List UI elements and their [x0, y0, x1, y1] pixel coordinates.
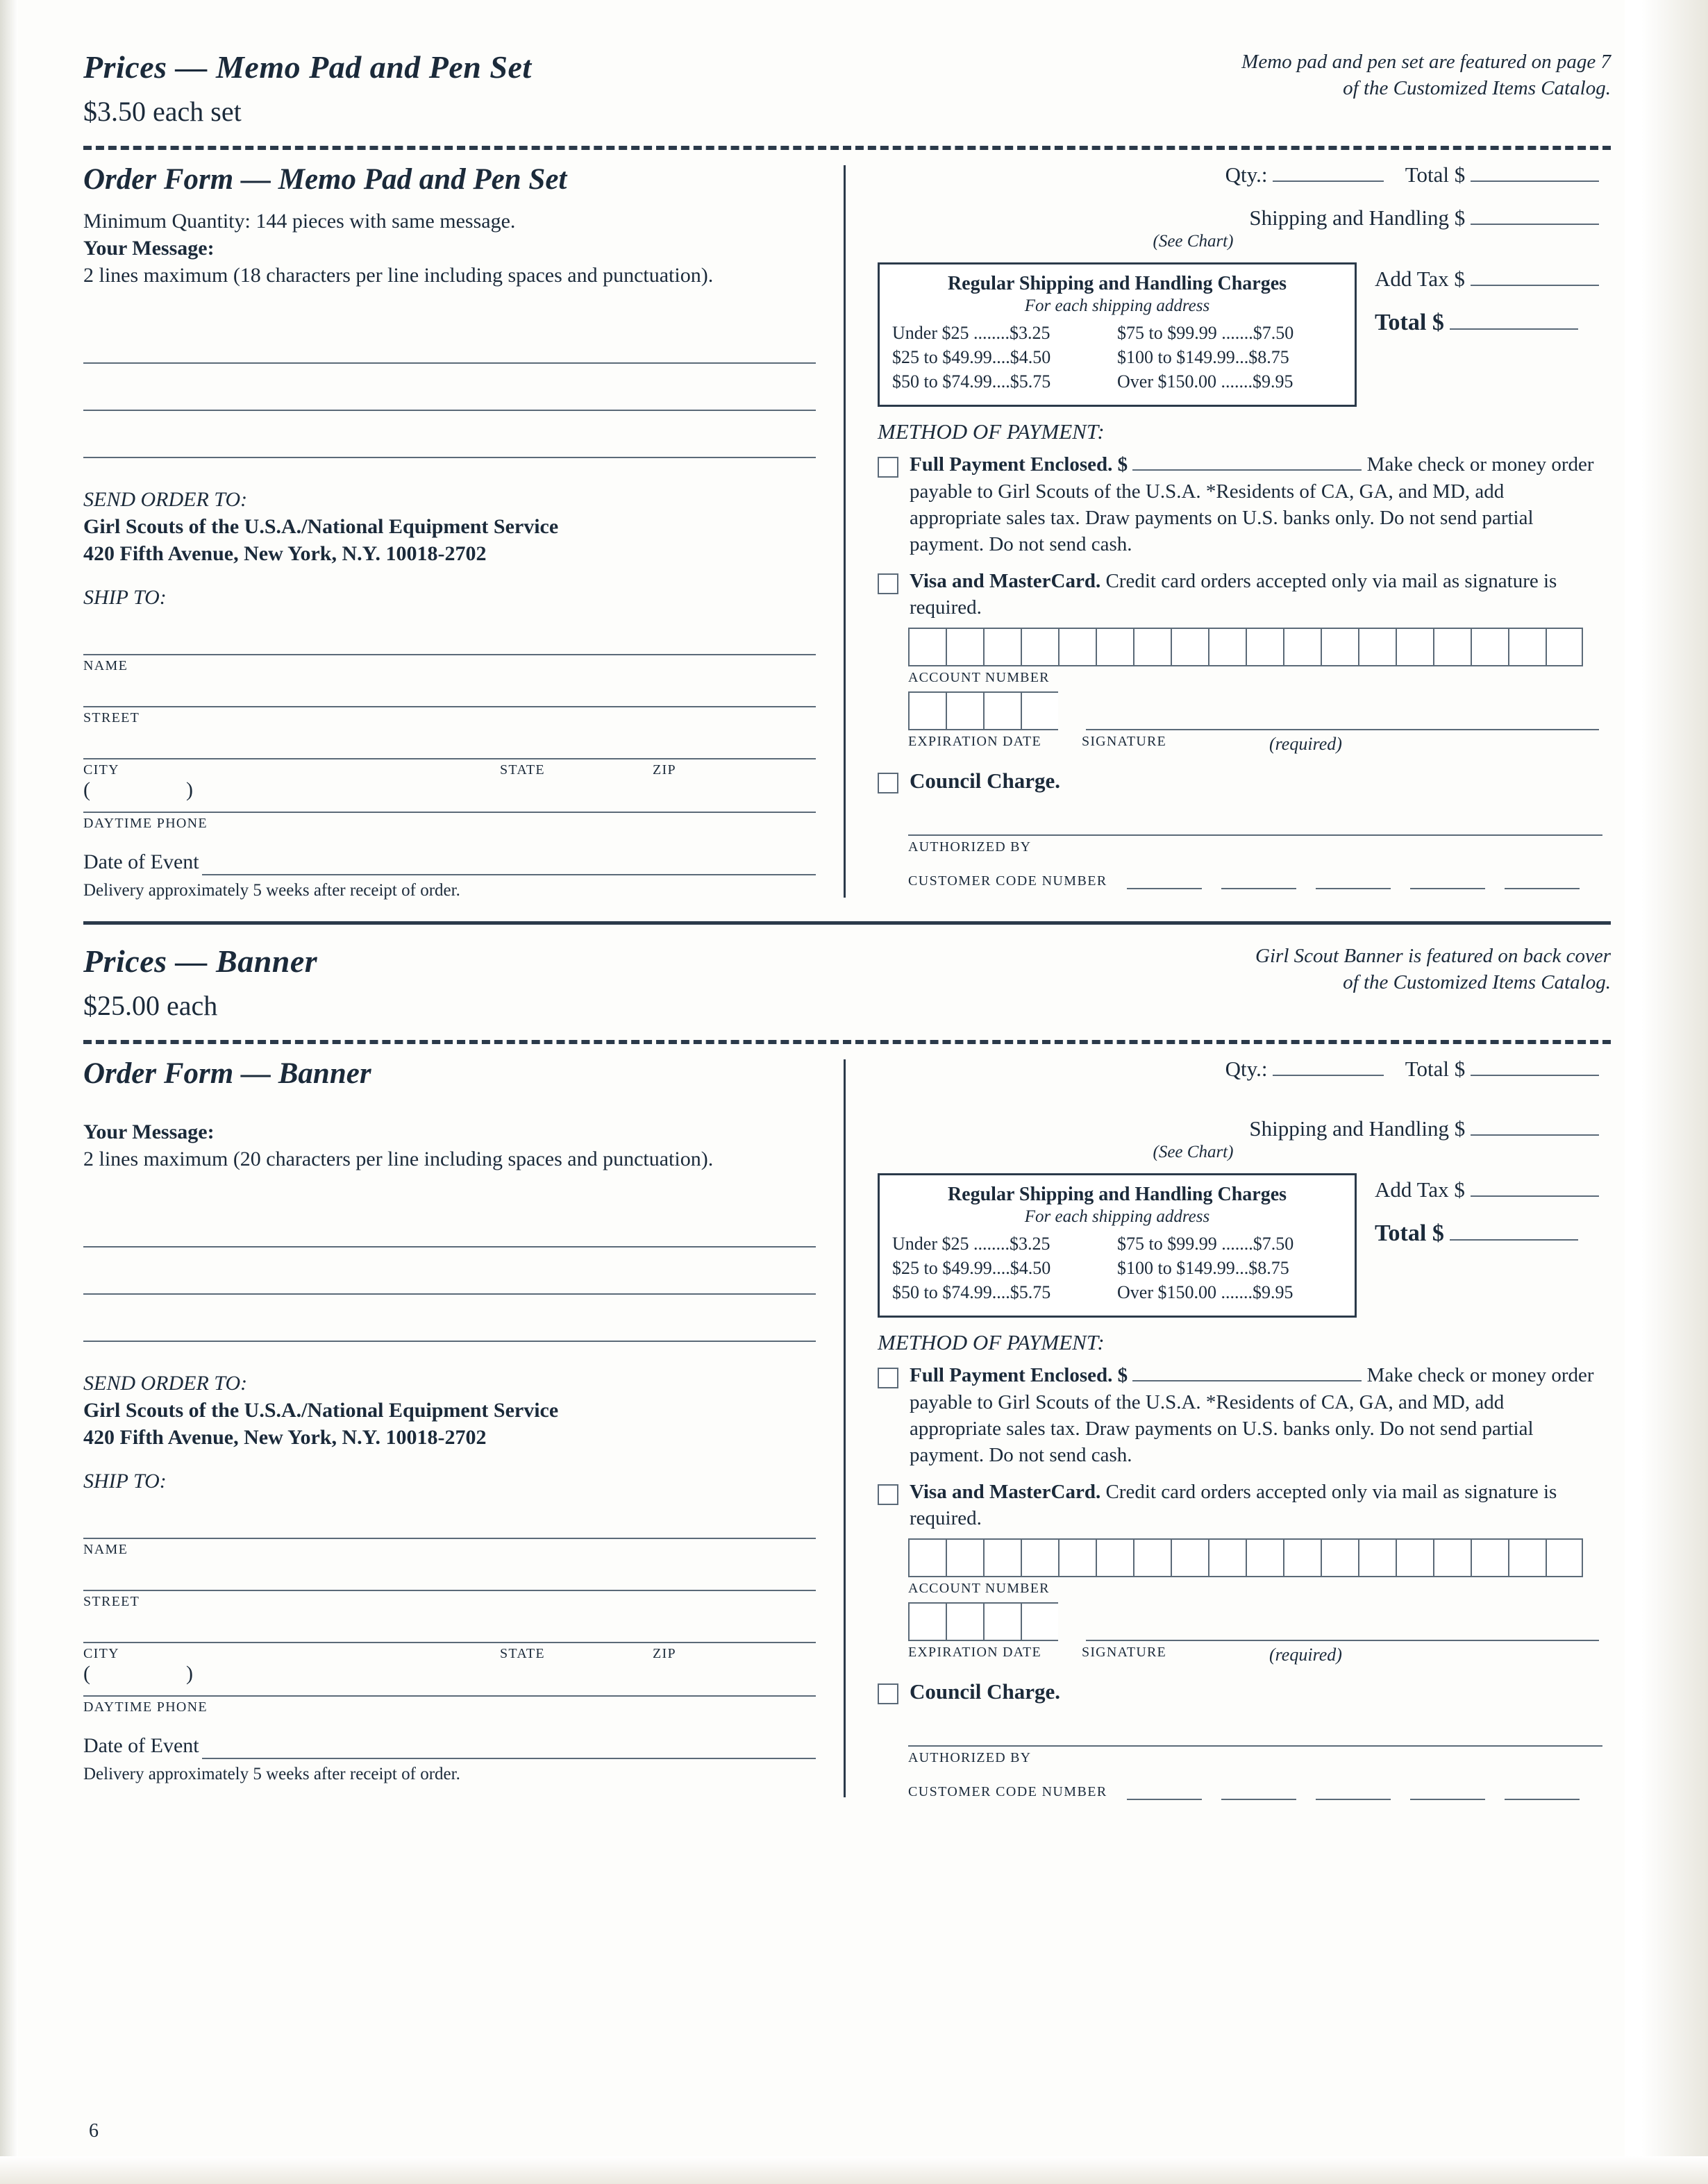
authorized-by-input[interactable]	[908, 1713, 1602, 1747]
chart-row: $25 to $49.99....$4.50	[892, 346, 1051, 367]
page-content	[83, 49, 1611, 1800]
your-message-label: Your Message:	[83, 237, 215, 260]
qty-input[interactable]	[1273, 1075, 1384, 1076]
chart-column-right	[1117, 321, 1342, 394]
city-label: CITY	[83, 1646, 119, 1661]
feature-note-line-1: Girl Scout Banner is featured on back cover	[1255, 945, 1611, 967]
account-number-box[interactable]	[908, 1538, 946, 1577]
order-form-title: Order Form — Memo Pad and Pen Set	[83, 163, 567, 196]
grand-total-row	[1375, 1220, 1599, 1247]
name-label: NAME	[83, 658, 128, 673]
message-line-2-input[interactable]	[83, 364, 816, 411]
account-number-box[interactable]	[983, 628, 1021, 666]
feature-note-line-2: of the Customized Items Catalog.	[1343, 971, 1611, 994]
expiration-box[interactable]	[983, 1602, 1021, 1641]
customer-code-number-row	[908, 873, 1599, 889]
chart-row: Over $150.00 .......$9.95	[1117, 371, 1293, 392]
customer-code-number-label: CUSTOMER CODE NUMBER	[908, 1783, 1107, 1799]
council-charge-label: Council Charge.	[910, 1679, 1060, 1704]
order-form-right-column	[846, 162, 1599, 900]
account-number-box[interactable]	[1471, 628, 1508, 666]
qty-total-row	[878, 1057, 1599, 1082]
full-payment-checkbox[interactable]	[878, 1368, 898, 1388]
customer-code-digit-input[interactable]	[1410, 1797, 1485, 1800]
daytime-phone-label: DAYTIME PHONE	[83, 1699, 208, 1715]
chart-title: Regular Shipping and Handling Charges	[947, 273, 1287, 294]
your-message-label: Your Message:	[83, 1120, 215, 1143]
chart-rows	[892, 1232, 1342, 1304]
chart-row: Under $25 ........$3.25	[892, 1234, 1050, 1254]
customer-code-digit-input[interactable]	[1316, 1797, 1391, 1800]
see-chart-note: (See Chart)	[1153, 232, 1234, 251]
account-number-label: ACCOUNT NUMBER	[908, 670, 1050, 686]
council-charge-label: Council Charge.	[910, 768, 1060, 793]
order-form	[83, 162, 1611, 900]
order-form-left-column	[83, 1057, 844, 1800]
order-form	[83, 1057, 1611, 1800]
visa-mastercard-checkbox[interactable]	[878, 573, 898, 594]
chart-column-left	[892, 1232, 1117, 1304]
council-charge-row	[878, 1678, 1599, 1706]
qty-label: Qty.:	[1225, 1057, 1268, 1081]
send-order-address-line-2: 420 Fifth Avenue, New York, N.Y. 10018-2702	[83, 1426, 487, 1449]
full-payment-instructions: Make check or money order payable to Girl Scouts of the U.S.A. *Residents of CA, GA, and MD, add appropriate sales tax. Draw payments on U.S. banks only. Do not send partial payment. Do not send cash.	[910, 1364, 1594, 1467]
account-number-box[interactable]	[1058, 1538, 1096, 1577]
authorized-by-label	[908, 836, 1599, 855]
send-order-address-line-1: Girl Scouts of the U.S.A./National Equipment Service	[83, 1399, 559, 1422]
expiration-date-label: EXPIRATION DATE	[908, 1645, 1041, 1661]
phone-paren-close: )	[186, 778, 193, 801]
visa-mastercard-text: Credit card orders accepted only via mail as signature is required.	[910, 569, 1557, 619]
account-number-box[interactable]	[1396, 628, 1433, 666]
feature-note	[1241, 49, 1611, 102]
signature-label: SIGNATURE	[1082, 734, 1166, 750]
name-label: NAME	[83, 1542, 128, 1557]
account-number-box[interactable]	[1508, 1538, 1546, 1577]
ship-to-phone-input[interactable]	[83, 778, 816, 813]
total-label-2: Total $	[1375, 310, 1444, 335]
expiration-date-label: EXPIRATION DATE	[908, 734, 1041, 750]
add-tax-input[interactable]	[1471, 1195, 1599, 1197]
order-form-title: Order Form — Banner	[83, 1057, 371, 1090]
account-number-box[interactable]	[1433, 1538, 1471, 1577]
ship-to-name-input[interactable]	[83, 1506, 816, 1539]
full-payment-row	[878, 1362, 1599, 1468]
phone-paren-open: (	[83, 1662, 90, 1685]
visa-mastercard-row	[878, 568, 1599, 621]
visa-mastercard-label: Visa and MasterCard.	[910, 1480, 1101, 1503]
order-form-left-column	[83, 162, 844, 900]
account-number-box[interactable]	[1021, 628, 1058, 666]
tax-total-block	[1357, 262, 1599, 354]
message-line-2-input[interactable]	[83, 1248, 816, 1295]
visa-mastercard-label: Visa and MasterCard.	[910, 569, 1101, 592]
add-tax-row	[1375, 267, 1599, 292]
full-payment-row	[878, 451, 1599, 557]
add-tax-label: Add Tax $	[1375, 1177, 1465, 1202]
totals-block	[878, 162, 1599, 251]
account-number-box[interactable]	[1096, 628, 1133, 666]
expiration-box[interactable]	[908, 691, 946, 730]
price-amount: $3.50 each set	[83, 96, 242, 127]
full-payment-text-block	[910, 451, 1599, 557]
full-payment-instructions: Make check or money order payable to Girl Scouts of the U.S.A. *Residents of CA, GA, and MD, add appropriate sales tax. Draw payments on U.S. banks only. Do not send partial payment. Do not send cash.	[910, 453, 1594, 556]
customer-code-digit-input[interactable]	[1505, 1797, 1580, 1800]
authorized-by-input[interactable]	[908, 803, 1602, 836]
send-order-address-line-1: Girl Scouts of the U.S.A./National Equipment Service	[83, 515, 559, 538]
authorized-by-label	[908, 1747, 1599, 1766]
account-number-box[interactable]	[1208, 1538, 1246, 1577]
account-number-box[interactable]	[908, 628, 946, 666]
customer-code-number-label: CUSTOMER CODE NUMBER	[908, 873, 1107, 889]
chart-and-totals-row	[878, 1173, 1599, 1318]
customer-code-digit-input[interactable]	[1127, 1797, 1202, 1800]
customer-code-digit-input[interactable]	[1505, 887, 1580, 889]
account-number-label: ACCOUNT NUMBER	[908, 1581, 1050, 1597]
account-number-box[interactable]	[1358, 1538, 1396, 1577]
ship-to-label: SHIP TO:	[83, 586, 167, 609]
full-payment-checkbox[interactable]	[878, 457, 898, 478]
signature-input[interactable]	[1086, 1602, 1599, 1641]
qty-total-row	[878, 162, 1599, 187]
chart-column-right	[1117, 1232, 1342, 1304]
totals-block	[878, 1057, 1599, 1162]
send-order-to-label: SEND ORDER TO:	[83, 1372, 248, 1395]
full-payment-amount-input[interactable]	[1132, 469, 1362, 471]
grand-total-row	[1375, 310, 1599, 336]
shipping-row	[878, 1116, 1599, 1141]
daytime-phone-label: DAYTIME PHONE	[83, 816, 208, 831]
add-tax-input[interactable]	[1471, 285, 1599, 286]
city-state-zip-labels	[83, 759, 816, 778]
customer-code-digit-input[interactable]	[1221, 887, 1296, 889]
total-label-1: Total $	[1405, 1057, 1466, 1081]
shipping-charges-chart	[878, 1173, 1357, 1318]
minimum-quantity-note: Minimum Quantity: 144 pieces with same message.	[83, 210, 516, 233]
shipping-input[interactable]	[1471, 224, 1599, 225]
chart-row: Under $25 ........$3.25	[892, 323, 1050, 343]
account-number-box[interactable]	[946, 628, 983, 666]
city-state-zip-labels	[83, 1643, 816, 1662]
visa-text-block	[910, 568, 1599, 621]
chart-column-left	[892, 321, 1117, 394]
account-number-box[interactable]	[1546, 1538, 1583, 1577]
order-form-right-column	[846, 1057, 1599, 1800]
chart-row: Over $150.00 .......$9.95	[1117, 1282, 1293, 1302]
street-label	[83, 707, 816, 726]
chart-subtitle: For each shipping address	[1024, 1207, 1210, 1226]
expiration-box[interactable]	[1021, 691, 1058, 730]
chart-row: $75 to $99.99 .......$7.50	[1117, 1234, 1294, 1254]
signature-label: SIGNATURE	[1082, 1645, 1166, 1661]
message-line-1-input[interactable]	[83, 1200, 816, 1248]
qty-input[interactable]	[1273, 180, 1384, 182]
council-charge-checkbox[interactable]	[878, 773, 898, 793]
council-charge-row	[878, 767, 1599, 796]
send-order-to-label: SEND ORDER TO:	[83, 488, 248, 511]
account-number-box[interactable]	[1321, 628, 1358, 666]
expiration-box[interactable]	[1021, 1602, 1058, 1641]
prices-title: Prices — Memo Pad and Pen Set	[83, 49, 532, 85]
account-number-box[interactable]	[1058, 628, 1096, 666]
total-1-input[interactable]	[1471, 180, 1599, 182]
account-number-box[interactable]	[1433, 628, 1471, 666]
council-charge-checkbox[interactable]	[878, 1683, 898, 1704]
ship-to-label: SHIP TO:	[83, 1470, 167, 1493]
chart-row: $25 to $49.99....$4.50	[892, 1257, 1051, 1278]
visa-mastercard-checkbox[interactable]	[878, 1484, 898, 1505]
your-message-note: 2 lines maximum (20 characters per line including spaces and punctuation).	[83, 1148, 714, 1170]
account-number-box[interactable]	[1096, 1538, 1133, 1577]
account-number-box[interactable]	[1546, 628, 1583, 666]
section-memo-pad-and-pen-set	[83, 49, 1611, 925]
account-number-box[interactable]	[1283, 1538, 1321, 1577]
prices-heading-block	[83, 49, 532, 128]
zip-label: ZIP	[653, 1646, 676, 1661]
visa-mastercard-text: Credit card orders accepted only via mail as signature is required.	[910, 1480, 1557, 1529]
date-of-event-label: Date of Event	[83, 850, 199, 873]
expiration-box[interactable]	[983, 691, 1021, 730]
expiration-box[interactable]	[908, 1602, 946, 1641]
chart-title: Regular Shipping and Handling Charges	[947, 1184, 1287, 1205]
signature-required-note: (required)	[1269, 1645, 1342, 1665]
add-tax-label: Add Tax $	[1375, 267, 1465, 291]
authorized-by-label-text: AUTHORIZED BY	[908, 1749, 1032, 1765]
account-number-boxes[interactable]	[908, 628, 1599, 666]
shipping-label: Shipping and Handling $	[1249, 1116, 1466, 1141]
prices-header	[83, 943, 1611, 1022]
phone-paren-open: (	[83, 778, 90, 801]
account-number-box[interactable]	[1471, 1538, 1508, 1577]
feature-note-line-1: Memo pad and pen set are featured on page 7	[1241, 51, 1611, 73]
expiration-date-boxes[interactable]	[908, 691, 1599, 730]
chart-row: $50 to $74.99....$5.75	[892, 371, 1051, 392]
chart-and-totals-row	[878, 262, 1599, 407]
customer-code-digit-input[interactable]	[1221, 1797, 1296, 1800]
prices-title: Prices — Banner	[83, 943, 318, 979]
visa-mastercard-row	[878, 1479, 1599, 1532]
date-of-event-input[interactable]	[202, 1737, 816, 1759]
message-line-3-input[interactable]	[83, 1295, 816, 1342]
expiration-date-boxes[interactable]	[908, 1602, 1599, 1641]
shipping-input[interactable]	[1471, 1134, 1599, 1136]
prices-header	[83, 49, 1611, 128]
shipping-label: Shipping and Handling $	[1249, 205, 1466, 230]
account-number-box[interactable]	[1133, 1538, 1171, 1577]
account-number-box[interactable]	[1171, 628, 1208, 666]
method-of-payment-heading: METHOD OF PAYMENT:	[878, 419, 1105, 444]
shipping-row	[878, 205, 1599, 230]
customer-code-number-row	[908, 1784, 1599, 1800]
grand-total-input[interactable]	[1450, 1239, 1578, 1241]
tax-total-block	[1357, 1173, 1599, 1265]
section-separator-rule	[83, 921, 1611, 925]
feature-note	[1255, 943, 1611, 996]
ship-to-city-state-zip-input[interactable]	[83, 1610, 816, 1643]
street-label: STREET	[83, 1594, 140, 1609]
visa-text-block	[910, 1479, 1599, 1532]
date-of-event-row	[83, 1732, 816, 1759]
chart-row: $100 to $149.99...$8.75	[1117, 1257, 1289, 1278]
ship-to-city-state-zip-input[interactable]	[83, 726, 816, 759]
prices-heading-block	[83, 943, 317, 1022]
total-label-2: Total $	[1375, 1220, 1444, 1246]
state-label: STATE	[500, 762, 545, 778]
method-of-payment-heading: METHOD OF PAYMENT:	[878, 1330, 1105, 1355]
account-number-box[interactable]	[1021, 1538, 1058, 1577]
date-of-event-input[interactable]	[202, 853, 816, 875]
signature-required-note: (required)	[1269, 734, 1342, 755]
account-number-box[interactable]	[1171, 1538, 1208, 1577]
your-message-note: 2 lines maximum (18 characters per line including spaces and punctuation).	[83, 264, 714, 287]
account-number-box[interactable]	[1508, 628, 1546, 666]
account-number-box[interactable]	[1208, 628, 1246, 666]
total-1-input[interactable]	[1471, 1075, 1599, 1076]
add-tax-row	[1375, 1177, 1599, 1202]
state-label: STATE	[500, 1646, 545, 1661]
dashed-cut-line	[83, 146, 1611, 150]
full-payment-label: Full Payment Enclosed. $	[910, 453, 1128, 476]
see-chart-note: (See Chart)	[1153, 1143, 1234, 1161]
chart-row: $50 to $74.99....$5.75	[892, 1282, 1051, 1302]
account-number-box[interactable]	[1283, 628, 1321, 666]
phone-paren-close: )	[186, 1662, 193, 1685]
account-number-box[interactable]	[1246, 1538, 1283, 1577]
expiration-signature-label-row	[908, 1641, 1599, 1665]
street-label-text: STREET	[83, 710, 140, 725]
account-number-boxes[interactable]	[908, 1538, 1599, 1577]
account-number-box[interactable]	[983, 1538, 1021, 1577]
ship-to-street-input[interactable]	[83, 674, 816, 707]
dashed-cut-line	[83, 1040, 1611, 1044]
total-label-1: Total $	[1405, 162, 1466, 187]
chart-subtitle: For each shipping address	[1024, 296, 1210, 315]
date-of-event-label: Date of Event	[83, 1734, 199, 1757]
send-order-address-line-2: 420 Fifth Avenue, New York, N.Y. 10018-2702	[83, 542, 487, 565]
account-number-box[interactable]	[1133, 628, 1171, 666]
account-number-label-row	[908, 666, 1599, 686]
account-number-box[interactable]	[1396, 1538, 1433, 1577]
message-line-1-input[interactable]	[83, 317, 816, 364]
chart-row: $75 to $99.99 .......$7.50	[1117, 323, 1294, 343]
page-number: 6	[89, 2120, 99, 2142]
account-number-box[interactable]	[946, 1538, 983, 1577]
zip-label: ZIP	[653, 762, 676, 778]
chart-row: $100 to $149.99...$8.75	[1117, 346, 1289, 367]
city-label: CITY	[83, 762, 119, 778]
account-number-box[interactable]	[1358, 628, 1396, 666]
customer-code-digit-input[interactable]	[1127, 887, 1202, 889]
account-number-box[interactable]	[1321, 1538, 1358, 1577]
page-edge-shadow-left	[0, 0, 18, 2184]
delivery-note: Delivery approximately 5 weeks after receipt of order.	[83, 881, 460, 900]
date-of-event-row	[83, 848, 816, 875]
price-amount: $25.00 each	[83, 990, 218, 1021]
page-edge-shadow-right	[1625, 0, 1708, 2184]
ship-to-name-input[interactable]	[83, 622, 816, 655]
customer-code-digit-input[interactable]	[1410, 887, 1485, 889]
ship-to-street-input[interactable]	[83, 1558, 816, 1591]
expiration-signature-label-row	[908, 730, 1599, 755]
account-number-label-row	[908, 1577, 1599, 1597]
ship-to-phone-input[interactable]	[83, 1662, 816, 1697]
shipping-charges-chart	[878, 262, 1357, 407]
qty-label: Qty.:	[1225, 162, 1268, 187]
expiration-box[interactable]	[946, 691, 983, 730]
chart-rows	[892, 321, 1342, 394]
feature-note-line-2: of the Customized Items Catalog.	[1343, 77, 1611, 100]
section-banner	[83, 943, 1611, 1800]
signature-input[interactable]	[1086, 691, 1599, 730]
full-payment-text-block	[910, 1362, 1599, 1468]
grand-total-input[interactable]	[1450, 328, 1578, 330]
authorized-by-label-text: AUTHORIZED BY	[908, 839, 1032, 855]
customer-code-digit-input[interactable]	[1316, 887, 1391, 889]
full-payment-label: Full Payment Enclosed. $	[910, 1364, 1128, 1387]
expiration-box[interactable]	[946, 1602, 983, 1641]
account-number-box[interactable]	[1246, 628, 1283, 666]
message-line-3-input[interactable]	[83, 411, 816, 458]
delivery-note: Delivery approximately 5 weeks after receipt of order.	[83, 1765, 460, 1783]
page-edge-shadow-bottom	[0, 2156, 1708, 2184]
full-payment-amount-input[interactable]	[1132, 1380, 1362, 1381]
